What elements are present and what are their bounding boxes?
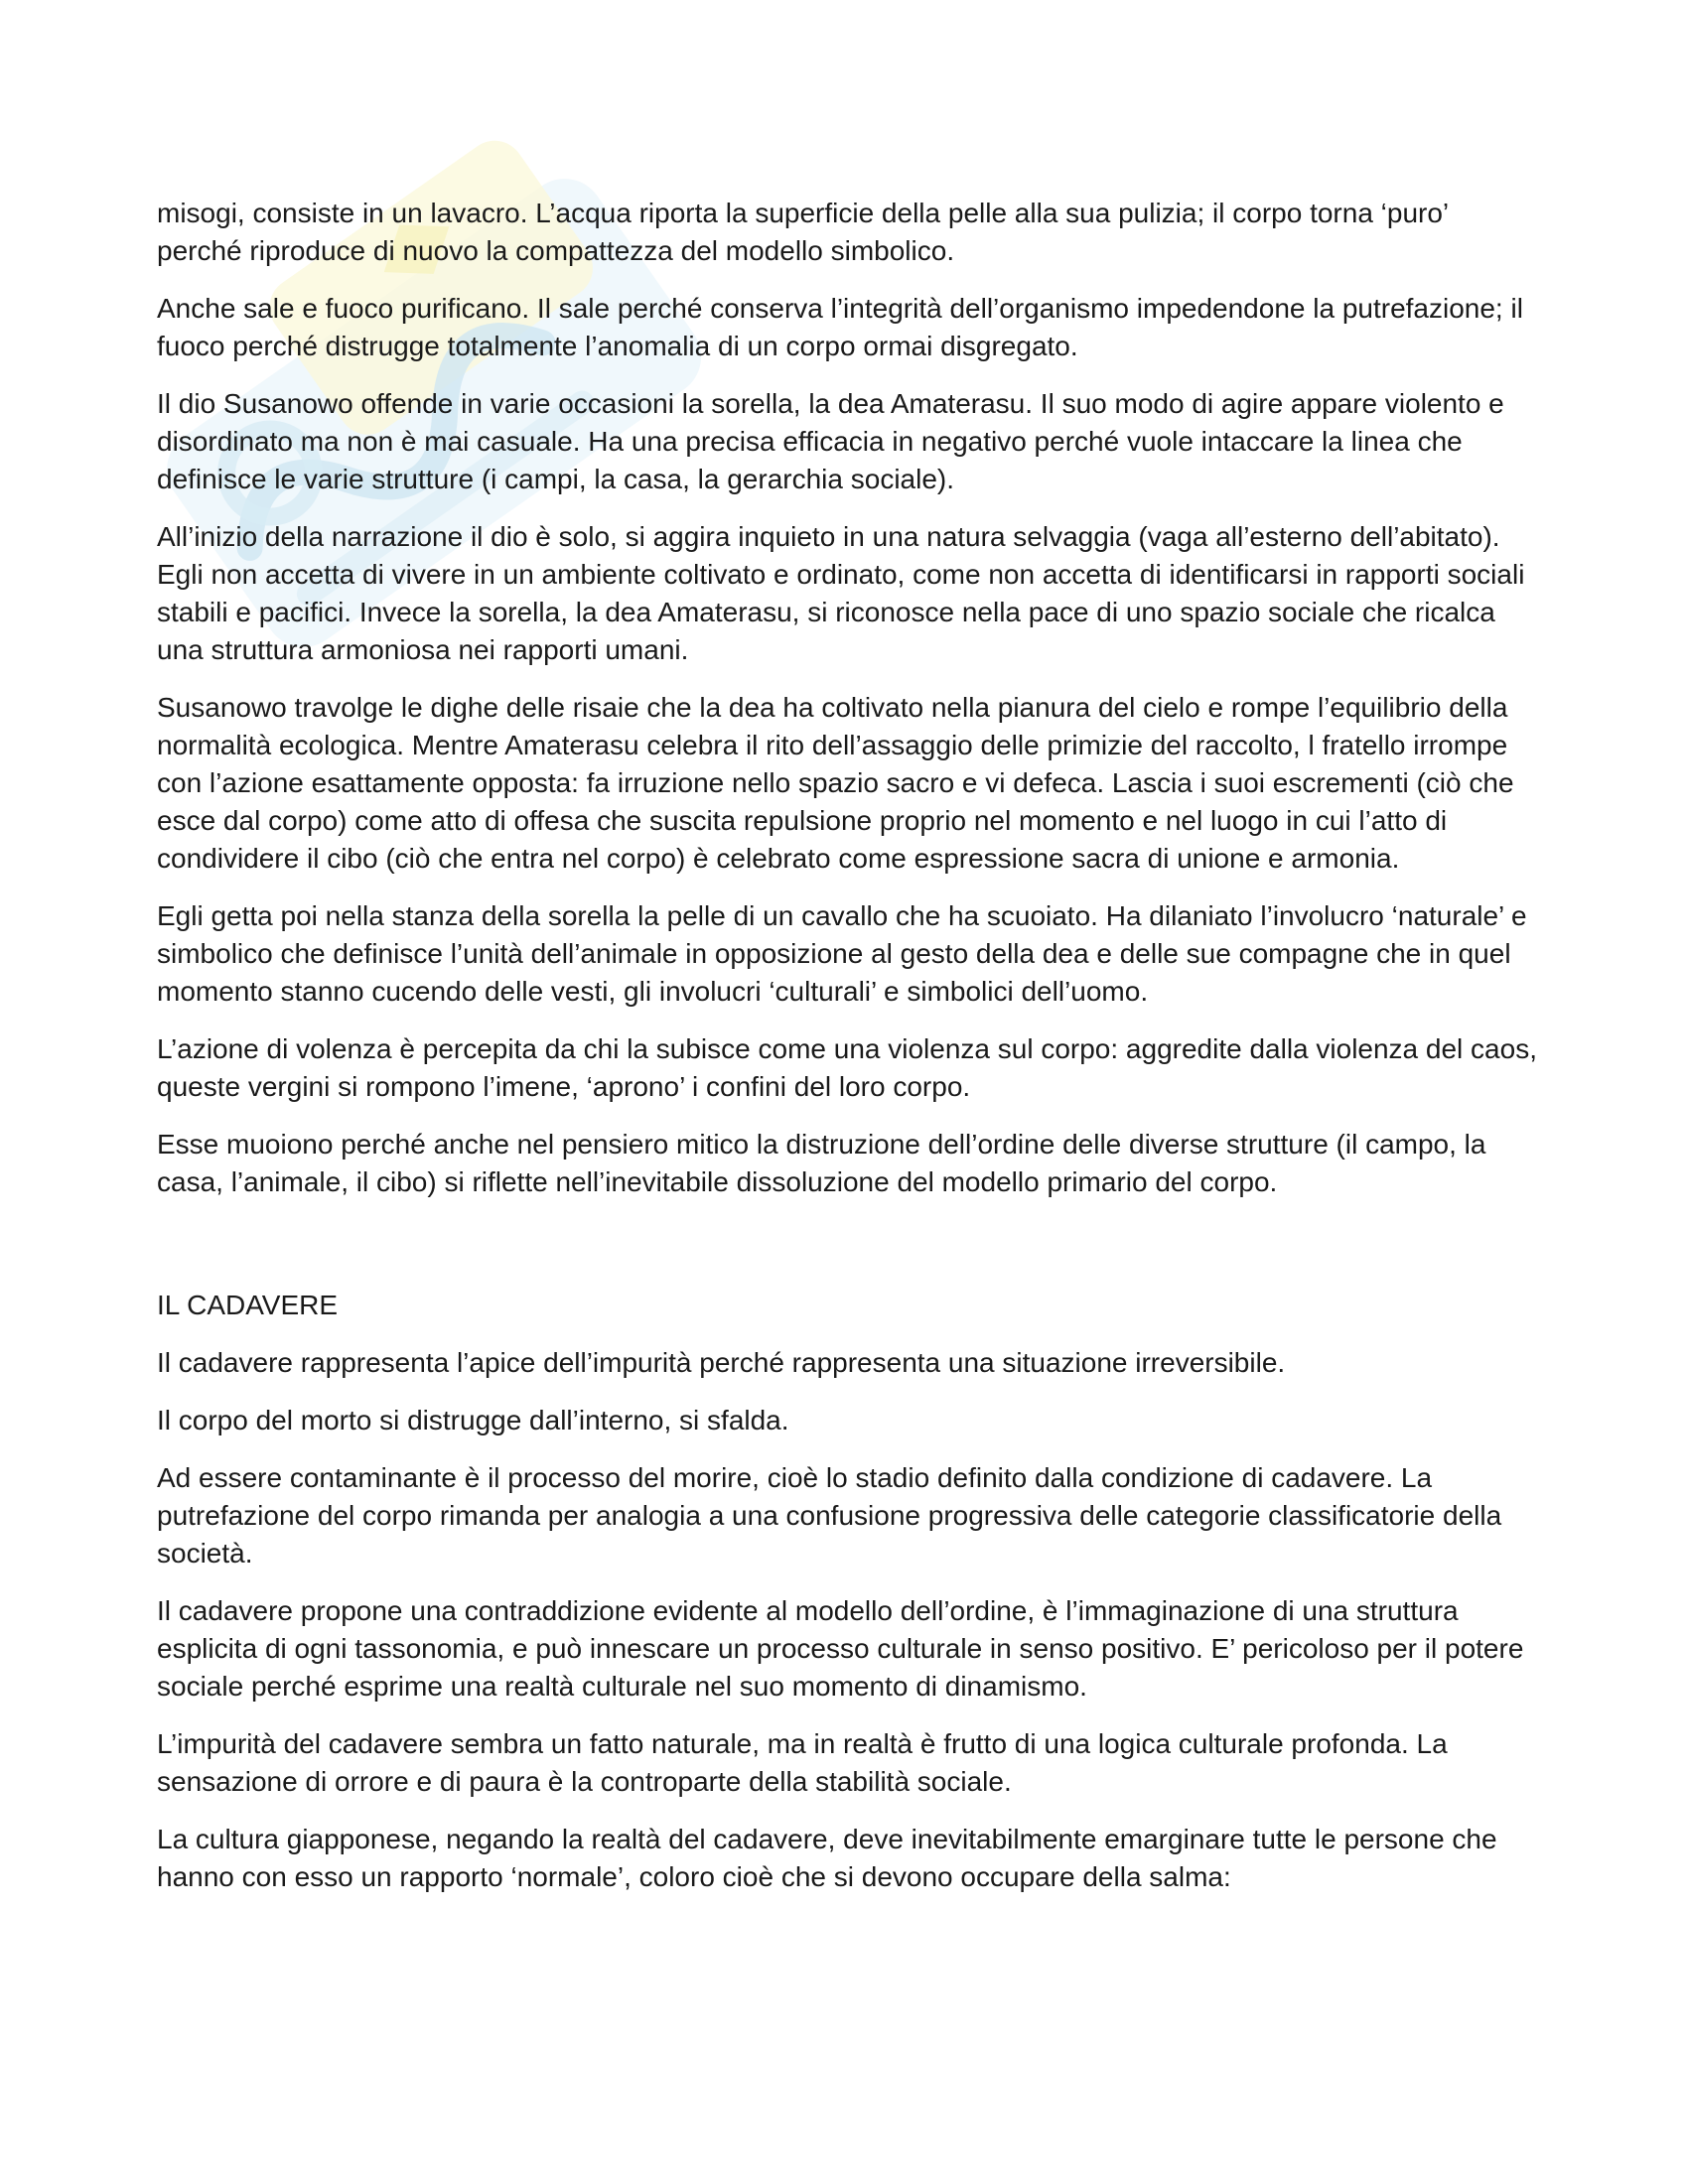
paragraph: Susanowo travolge le dighe delle risaie che la dea ha coltivato nella pianura del cielo e rompe l’equilibrio della normalità ecologica. Mentre Amaterasu celebra il rito dell’assaggio delle primizie del raccolto, l fratello irrompe con l’azione esattamente opposta: fa irruzione nello spazio sacro e vi defeca. Lascia i suoi escrementi (ciò che esce dal corpo) come atto di offesa che suscita repulsione proprio nel momento e nel luogo in cui l’atto di condividere il cibo (ciò che entra nel corpo) è celebrato come espressione sacra di unione e armonia. bbox=[157, 692, 1514, 874]
paragraph: Il cadavere rappresenta l’apice dell’impurità perché rappresenta una situazione irreversibile. bbox=[157, 1347, 1286, 1378]
paragraph: Il cadavere propone una contraddizione evidente al modello dell’ordine, è l’immaginazione di una struttura esplicita di ogni tassonomia, e può innescare un processo culturale in senso positivo. E’ pericoloso per il potere sociale perché esprime una realtà culturale nel suo momento di dinamismo. bbox=[157, 1595, 1524, 1702]
paragraph: Egli getta poi nella stanza della sorella la pelle di un cavallo che ha scuoiato. Ha dilaniato l’involucro ‘naturale’ e simbolico che definisce l’unità dell’animale in opposizione al gesto della dea e delle sue compagne che in quel momento stanno cucendo delle vesti, gli involucri ‘culturali’ e simbolici dell’uomo. bbox=[157, 900, 1527, 1007]
paragraph: L’azione di volenza è percepita da chi la subisce come una violenza sul corpo: aggredite dalla violenza del caos, queste vergini si rompono l’imene, ‘aprono’ i confini del loro corpo. bbox=[157, 1033, 1537, 1102]
paragraph: Il dio Susanowo offende in varie occasioni la sorella, la dea Amaterasu. Il suo modo di agire appare violento e disordinato ma non è mai casuale. Ha una precisa efficacia in negativo perché vuole intaccare la linea che definisce le varie strutture (i campi, la casa, la gerarchia sociale). bbox=[157, 388, 1504, 494]
paragraph: Anche sale e fuoco purificano. Il sale perché conserva l’integrità dell’organismo impedendone la putrefazione; il fuoco perché distrugge totalmente l’anomalia di un corpo ormai disgregato. bbox=[157, 293, 1523, 361]
section-il-cadavere bbox=[157, 1287, 1537, 1896]
section-susanowo bbox=[157, 195, 1537, 1201]
paragraph: La cultura giapponese, negando la realtà del cadavere, deve inevitabilmente emarginare tutte le persone che hanno con esso un rapporto ‘normale’, coloro cioè che si devono occupare della salma: bbox=[157, 1824, 1497, 1892]
section-heading: IL CADAVERE bbox=[157, 1290, 339, 1320]
paragraph: Ad essere contaminante è il processo del morire, cioè lo stadio definito dalla condizione di cadavere. La putrefazione del corpo rimanda per analogia a una confusione progressiva delle categorie classificatorie della società. bbox=[157, 1462, 1502, 1569]
paragraph: All’inizio della narrazione il dio è solo, si aggira inquieto in una natura selvaggia (vaga all’esterno dell’abitato). Egli non accetta di vivere in un ambiente coltivato e ordinato, come non accetta di identificarsi in rapporti sociali stabili e pacifici. Invece la sorella, la dea Amaterasu, si riconosce nella pace di uno spazio sociale che ricalca una struttura armoniosa nei rapporti umani. bbox=[157, 521, 1525, 665]
section-spacer bbox=[157, 1221, 1537, 1287]
paragraph: misogi, consiste in un lavacro. L’acqua riporta la superficie della pelle alla sua pulizia; il corpo torna ‘puro’ perché riproduce di nuovo la compattezza del modello simbolico. bbox=[157, 198, 1449, 266]
paragraph: L’impurità del cadavere sembra un fatto naturale, ma in realtà è frutto di una logica culturale profonda. La sensazione di orrore e di paura è la controparte della stabilità sociale. bbox=[157, 1728, 1448, 1797]
paragraph: Esse muoiono perché anche nel pensiero mitico la distruzione dell’ordine delle diverse strutture (il campo, la casa, l’animale, il cibo) si riflette nell’inevitabile dissoluzione del modello primario del corpo. bbox=[157, 1129, 1486, 1197]
paragraph: Il corpo del morto si distrugge dall’interno, si sfalda. bbox=[157, 1405, 789, 1435]
document-page bbox=[157, 195, 1537, 1916]
